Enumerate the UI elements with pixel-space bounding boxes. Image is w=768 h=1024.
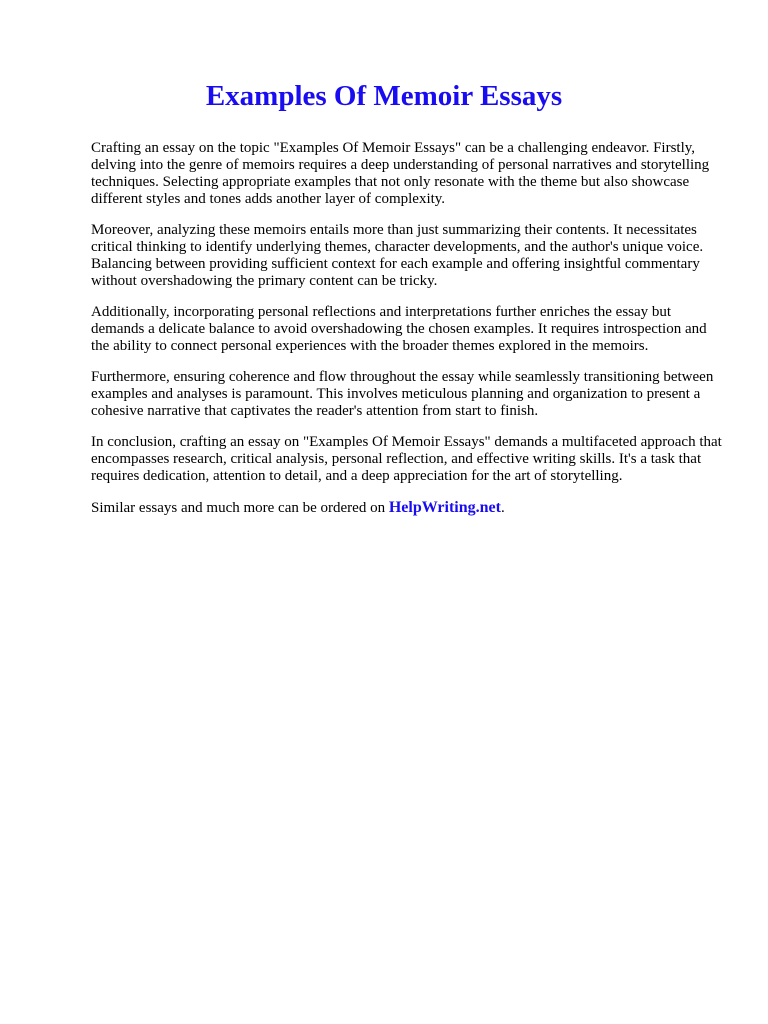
helpwriting-link[interactable]: HelpWriting.net (388, 499, 501, 516)
footer-suffix: . (500, 500, 505, 516)
paragraph-3: Additionally, incorporating personal reflections and interpretations further enriches the essay but demands a delicate balance to avoid overshadowing the chosen examples. It requires introspection and the ability to connect personal experiences with the broader themes explored in the memoirs. (91, 304, 707, 354)
paragraph-5: In conclusion, crafting an essay on "Examples Of Memoir Essays" demands a multifaceted approach that encompasses research, critical analysis, personal reflection, and effective writing skills. It's a task that requires dedication, attention to detail, and a deep appreciation for the art of storytelling. (91, 434, 722, 484)
footer-prefix: Similar essays and much more can be ordered on (91, 500, 389, 516)
footer-line (91, 499, 724, 517)
paragraph-4: Furthermore, ensuring coherence and flow throughout the essay while seamlessly transitioning between examples and analyses is paramount. This involves meticulous planning and organization to present a cohesive narrative that captivates the reader's attention from start to finish. (91, 369, 714, 419)
page-title: Examples Of Memoir Essays (205, 80, 563, 112)
paragraph-1: Crafting an essay on the topic "Examples Of Memoir Essays" can be a challenging endeavor. Firstly, delving into the genre of memoirs requires a deep understanding of personal narratives and storytelling techniques. Selecting appropriate examples that not only resonate with the theme but also showcase different styles and tones adds another layer of complexity. (91, 140, 710, 207)
paragraph-2: Moreover, analyzing these memoirs entails more than just summarizing their contents. It necessitates critical thinking to identify underlying themes, character developments, and the author's unique voice. Balancing between providing sufficient context for each example and offering insightful commentary without overshadowing the primary content can be tricky. (91, 222, 704, 289)
